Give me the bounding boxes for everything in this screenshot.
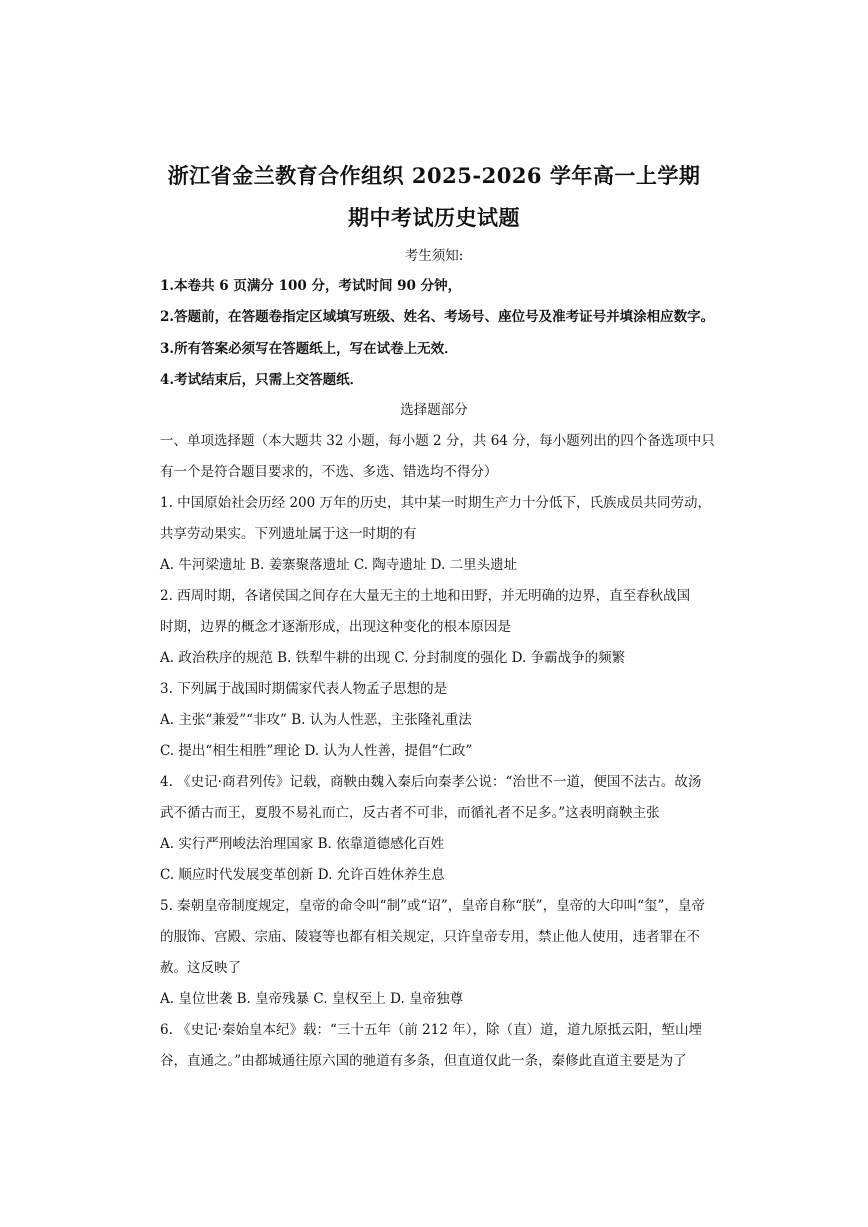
- q3-options-cd: C. 提出“相生相胜”理论 D. 认为人性善，提倡“仁政”: [160, 743, 473, 759]
- q1-stem-line1: 1. 中国原始社会历经 200 万年的历史，其中某一时期生产力十分低下，氏族成员共同劳动，: [160, 495, 712, 511]
- q5-stem-line2: 的服饰、宫殿、宗庙、陵寝等也都有相关规定，只许皇帝专用，禁止他人使用，违者罪在不: [160, 929, 700, 945]
- section-intro-line1: 一、单项选择题（本大题共 32 小题，每小题 2 分，共 64 分，每小题列出的四个备选项中只: [160, 433, 715, 449]
- q6-stem-line2: 谷，直通之。”由都城通往原六国的驰道有多条，但直道仅此一条，秦修此直道主要是为了: [160, 1053, 687, 1069]
- section-intro-line2: 有一个是符合题目要求的，不选、多选、错选均不得分）: [160, 464, 498, 480]
- section-heading: 选择题部分: [400, 402, 468, 418]
- q4-stem-line1: 4. 《史记·商君列传》记载，商鞅由魏入秦后向秦孝公说：“治世不一道，便国不法古。故汤: [160, 774, 702, 790]
- q5-stem-line1: 5. 秦朝皇帝制度规定，皇帝的命令叫“制”或“诏”，皇帝自称“朕”，皇帝的大印叫“玺”，皇帝: [160, 898, 705, 914]
- q1-options: A. 牛河梁遗址 B. 姜寨聚落遗址 C. 陶寺遗址 D. 二里头遗址: [160, 557, 518, 573]
- notice-item-1: 1.本卷共 6 页满分 100 分，考试时间 90 分钟，: [160, 278, 462, 294]
- q3-options-ab: A. 主张“兼爱”“非攻” B. 认为人性恶，主张隆礼重法: [160, 712, 472, 728]
- q2-stem-line2: 时期，边界的概念才逐渐形成，出现这种变化的根本原因是: [160, 619, 511, 635]
- exam-title-line1: 浙江省金兰教育合作组织 2025-2026 学年高一上学期: [167, 163, 701, 188]
- notice-item-3: 3.所有答案必须写在答题纸上，写在试卷上无效．: [160, 341, 458, 357]
- q5-options: A. 皇位世袭 B. 皇帝残暴 C. 皇权至上 D. 皇帝独尊: [160, 991, 464, 1007]
- exam-title-line2: 期中考试历史试题: [348, 205, 520, 230]
- q2-stem-line1: 2. 西周时期，各诸侯国之间存在大量无主的土地和田野，并无明确的边界，直至春秋战国: [160, 588, 691, 604]
- q4-options-cd: C. 顺应时代发展变革创新 D. 允许百姓休养生息: [160, 867, 445, 883]
- q5-stem-line3: 赦。这反映了: [160, 960, 241, 976]
- q2-options: A. 政治秩序的规范 B. 铁犁牛耕的出现 C. 分封制度的强化 D. 争霸战争的频繁: [160, 650, 626, 666]
- notice-item-4: 4.考试结束后，只需上交答题纸．: [160, 372, 364, 388]
- notice-heading: 考生须知:: [404, 248, 464, 264]
- q3-stem-line1: 3. 下列属于战国时期儒家代表人物孟子思想的是: [160, 681, 448, 697]
- q4-options-ab: A. 实行严刑峻法治理国家 B. 依靠道德感化百姓: [160, 836, 445, 852]
- q1-stem-line2: 共享劳动果实。下列遗址属于这一时期的有: [160, 526, 417, 542]
- q6-stem-line1: 6. 《史记·秦始皇本纪》载：“三十五年（前 212 年），除（直）道，道九原抵云阳，堑山堙: [160, 1022, 702, 1038]
- q4-stem-line2: 武不循古而王，夏殷不易礼而亡，反古者不可非，而循礼者不足多。”这表明商鞅主张: [160, 805, 660, 821]
- notice-item-2: 2.答题前，在答题卷指定区域填写班级、姓名、考场号、座位号及准考证号并填涂相应数字。: [160, 309, 715, 325]
